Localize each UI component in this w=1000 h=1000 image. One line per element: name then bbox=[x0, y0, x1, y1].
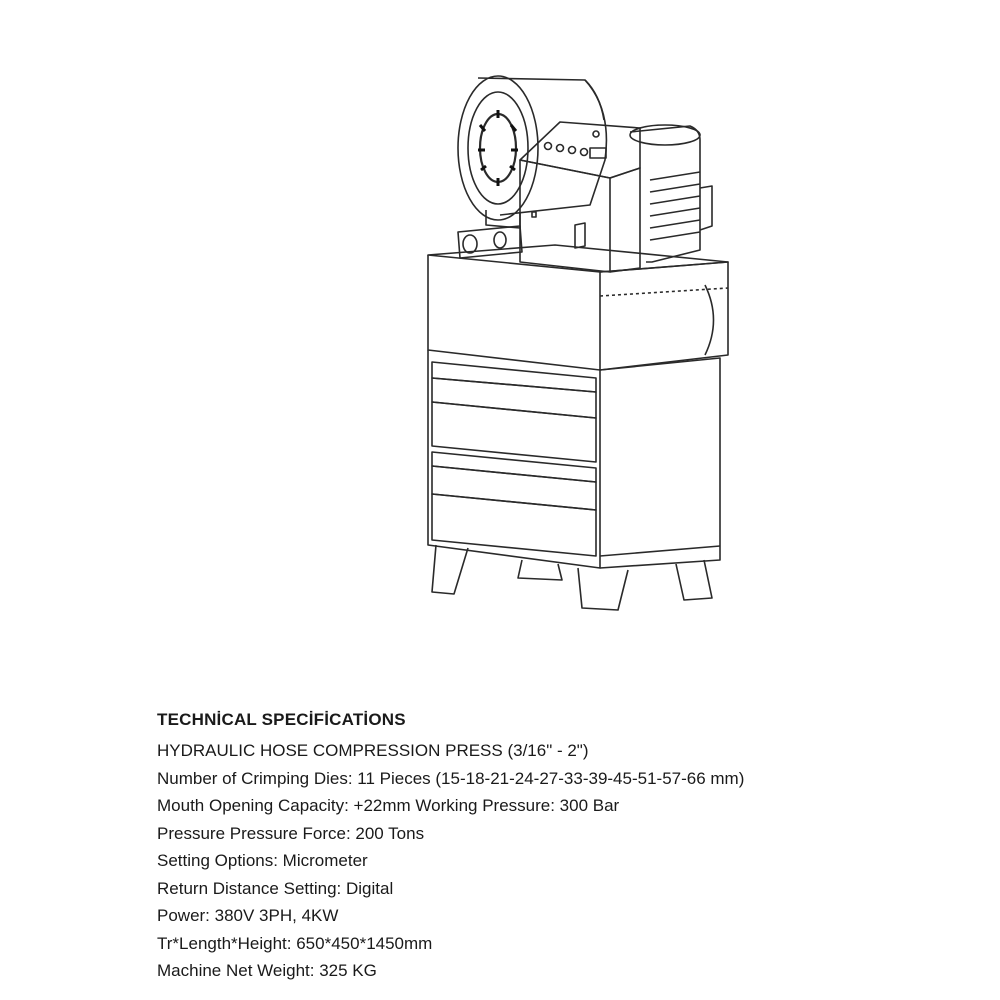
spec-line: Number of Crimping Dies: 11 Pieces (15-18-21-24-27-33-39-45-51-57-66 mm) bbox=[157, 768, 745, 788]
spec-line: Return Distance Setting: Digital bbox=[157, 878, 394, 898]
spec-line: Tr*Length*Height: 650*450*1450mm bbox=[157, 933, 433, 953]
specs-title: TECHNİCAL SPECİFİCATİONS bbox=[157, 710, 406, 729]
upper-cabinet bbox=[428, 245, 728, 370]
technical-specifications bbox=[157, 708, 977, 985]
drawer-1 bbox=[432, 362, 596, 462]
spec-line: Mouth Opening Capacity: +22mm Working Pressure: 300 Bar bbox=[157, 796, 620, 815]
die-head bbox=[458, 76, 606, 228]
motor bbox=[630, 125, 712, 262]
lower-cabinet bbox=[428, 350, 720, 568]
spec-line: Power: 380V 3PH, 4KW bbox=[157, 906, 339, 925]
legs bbox=[432, 545, 712, 610]
spec-line: HYDRAULIC HOSE COMPRESSION PRESS (3/16" - 2") bbox=[157, 741, 589, 760]
die-holder bbox=[458, 226, 522, 258]
spec-line: Pressure Pressure Force: 200 Tons bbox=[157, 823, 425, 843]
spec-line: Setting Options: Micrometer bbox=[157, 851, 368, 870]
spec-line: Machine Net Weight: 325 KG bbox=[157, 961, 377, 980]
drawer-2 bbox=[432, 452, 596, 556]
